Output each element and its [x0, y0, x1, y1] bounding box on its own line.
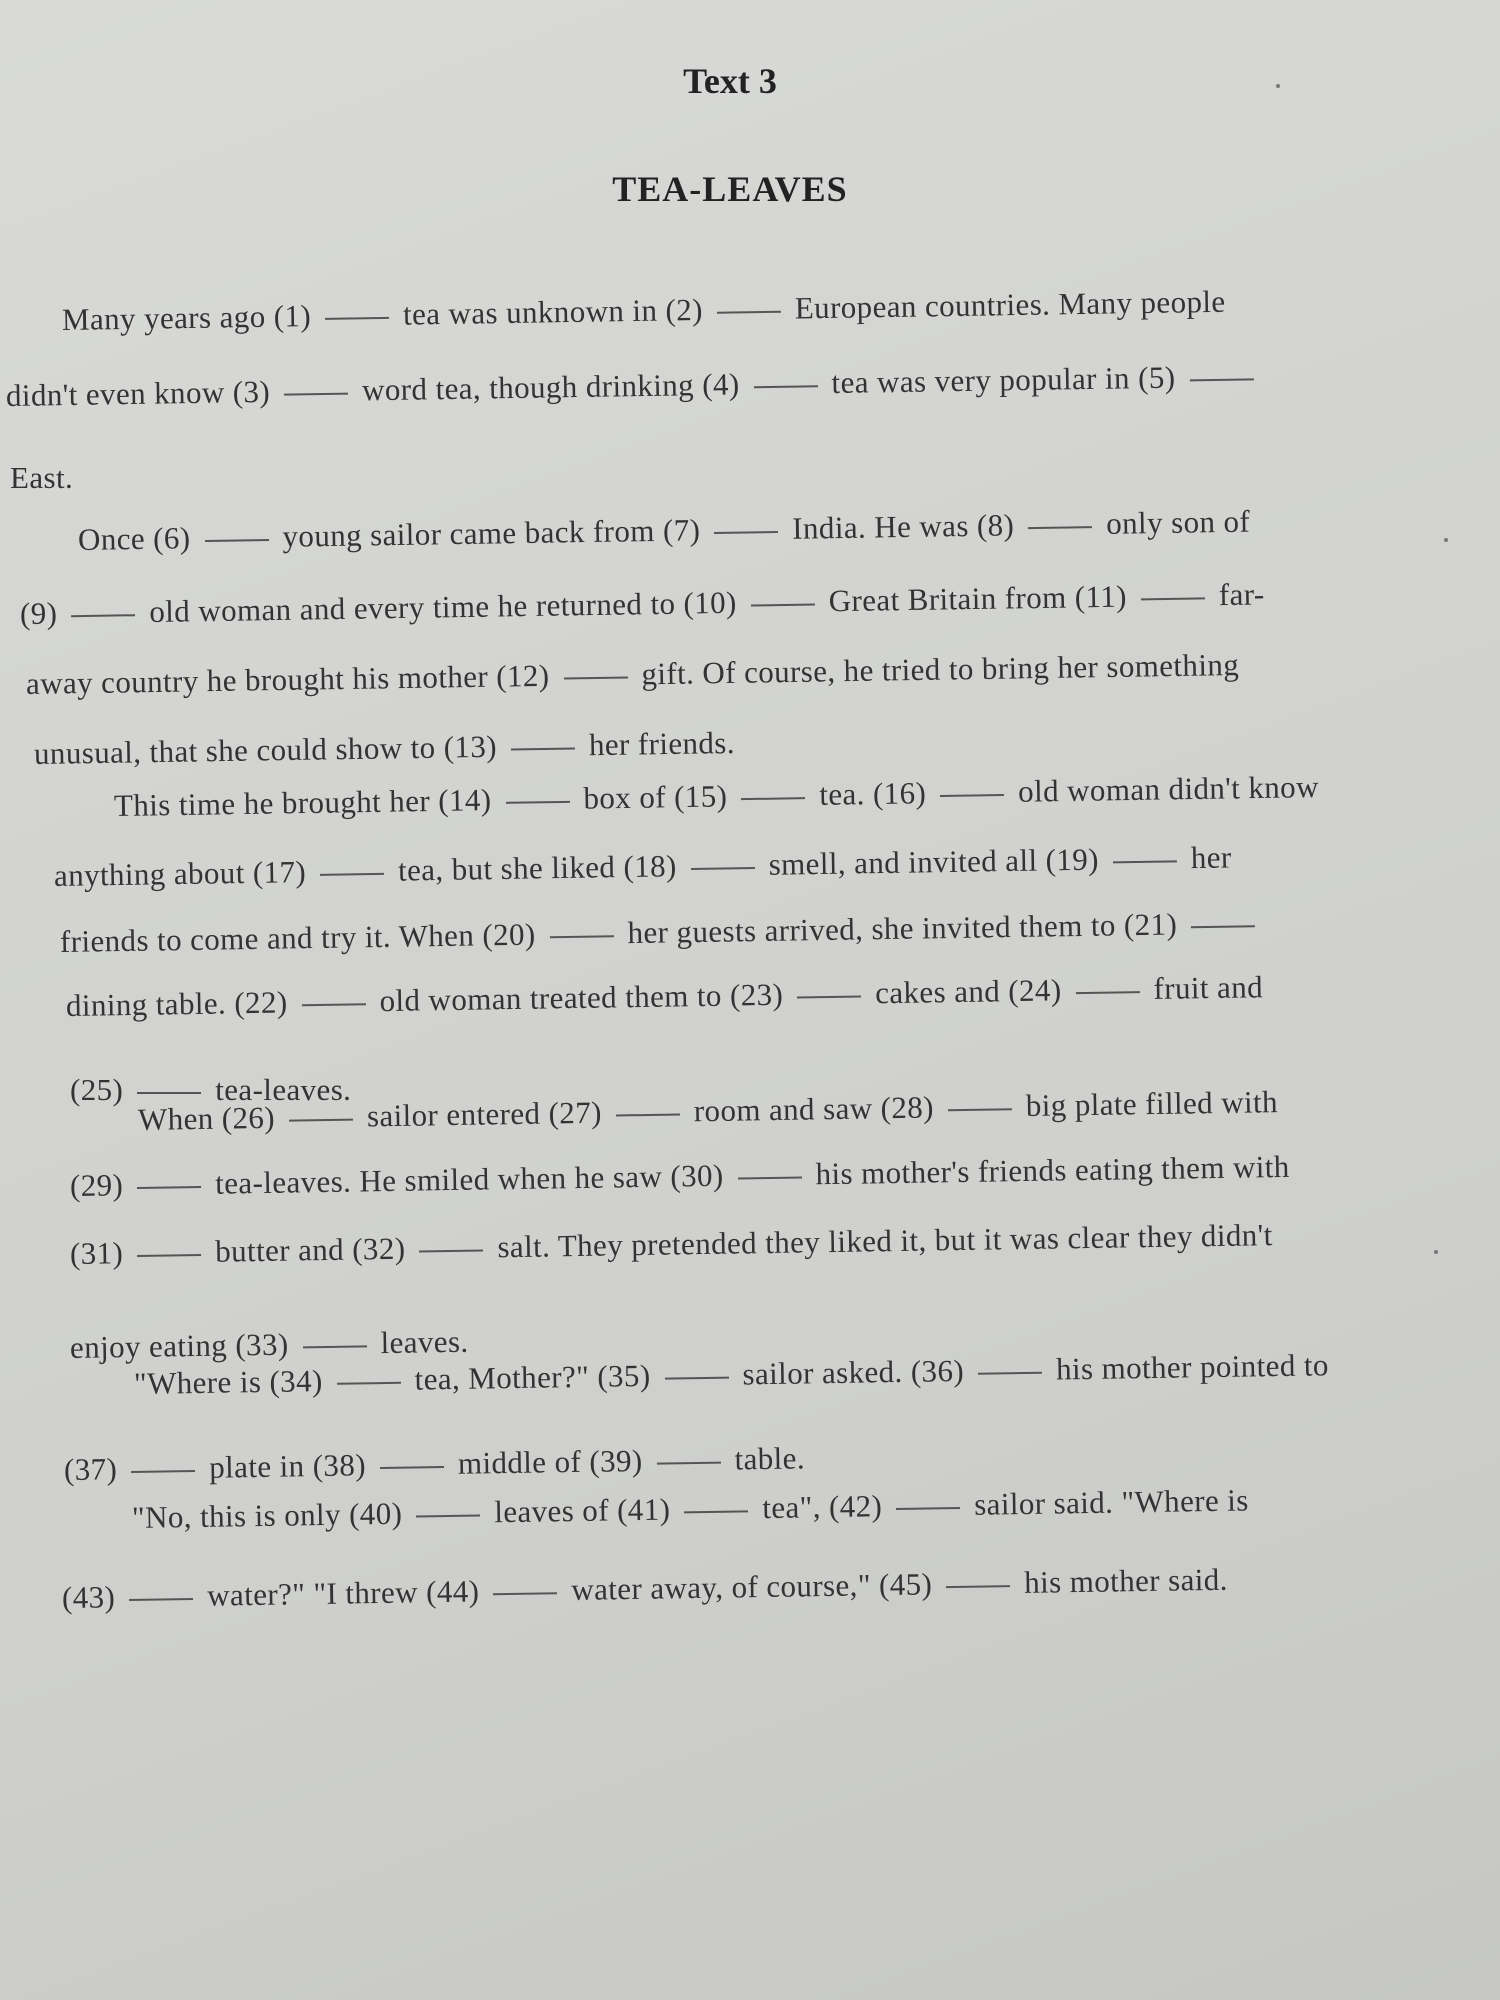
answer-blank[interactable] [1028, 526, 1092, 529]
text-segment: didn't even know (3) [5, 373, 271, 413]
text-segment: leaves. [380, 1323, 469, 1361]
text-line [78, 504, 1251, 558]
answer-blank[interactable] [714, 531, 778, 534]
text-line [26, 647, 1240, 702]
text-segment: anything about (17) [53, 854, 307, 893]
text-segment: unusual, that she could show to (13) [33, 728, 498, 771]
text-segment: tea-leaves. He smiled when he saw (30) [214, 1157, 724, 1201]
answer-blank[interactable] [303, 1345, 367, 1348]
answer-blank[interactable] [1191, 925, 1255, 928]
answer-blank[interactable] [137, 1186, 201, 1189]
text-segment: Once (6) [77, 520, 191, 557]
answer-blank[interactable] [302, 1003, 366, 1006]
text-line [20, 576, 1265, 632]
answer-blank[interactable] [205, 539, 269, 542]
story-title: TEA-LEAVES [612, 169, 848, 209]
text-segment: leaves of (41) [494, 1491, 671, 1530]
text-segment: plate in (38) [208, 1447, 367, 1485]
text-number-heading: Text 3 [683, 61, 777, 101]
answer-blank[interactable] [657, 1462, 721, 1465]
text-line [62, 1562, 1228, 1616]
text-segment: "No, this is only (40) [131, 1495, 403, 1535]
answer-blank[interactable] [337, 1382, 401, 1385]
text-segment: far- [1218, 576, 1265, 613]
text-segment: European countries. Many people [794, 283, 1226, 326]
text-line [62, 284, 1226, 338]
text-segment: tea, but she liked (18) [397, 848, 677, 888]
answer-blank[interactable] [948, 1108, 1012, 1111]
text-segment: middle of (39) [457, 1442, 643, 1481]
answer-blank[interactable] [1076, 991, 1140, 994]
answer-blank[interactable] [137, 1092, 201, 1094]
answer-blank[interactable] [691, 867, 755, 870]
text-segment: (29) [69, 1167, 124, 1203]
text-segment: away country he brought his mother (12) [25, 657, 550, 701]
text-segment: (9) [19, 595, 58, 631]
answer-blank[interactable] [665, 1377, 729, 1380]
text-segment: (31) [69, 1235, 124, 1271]
text-segment: (25) [70, 1072, 124, 1107]
answer-blank[interactable] [505, 801, 569, 804]
answer-blank[interactable] [563, 677, 627, 680]
text-segment: his mother pointed to [1055, 1347, 1330, 1387]
answer-blank[interactable] [380, 1466, 444, 1469]
text-segment: sailor said. "Where is [973, 1482, 1249, 1522]
text-segment: old woman treated them to (23) [379, 976, 784, 1019]
answer-blank[interactable] [751, 604, 815, 607]
text-segment: his mother said. [1023, 1561, 1229, 1600]
answer-blank[interactable] [493, 1592, 557, 1595]
paper-speck [1276, 84, 1280, 88]
answer-blank[interactable] [416, 1515, 480, 1518]
text-segment: her friends. [588, 724, 736, 763]
text-segment: young sailor came back from (7) [282, 512, 701, 554]
text-segment: fruit and [1153, 969, 1264, 1006]
answer-blank[interactable] [1113, 860, 1177, 863]
text-segment: cakes and (24) [874, 972, 1062, 1011]
text-segment: smell, and invited all (19) [768, 841, 1100, 882]
text-segment: salt. They pretended they liked it, but it was clear they didn't [497, 1217, 1273, 1265]
text-segment: big plate filled with [1025, 1084, 1279, 1124]
text-segment: "Where is (34) [133, 1363, 323, 1401]
answer-blank[interactable] [1141, 597, 1205, 600]
text-segment: only son of [1105, 503, 1251, 541]
text-segment: (37) [63, 1451, 118, 1487]
text-segment: tea. (16) [819, 775, 927, 812]
answer-blank[interactable] [738, 1177, 802, 1180]
text-line [132, 1482, 1249, 1536]
text-line [6, 358, 1268, 414]
text-line [34, 725, 735, 772]
text-segment: tea was unknown in (2) [402, 291, 704, 332]
answer-blank[interactable] [511, 748, 575, 751]
text-segment: tea was very popular in (5) [831, 359, 1176, 401]
text-segment: butter and (32) [214, 1230, 406, 1269]
text-segment: friends to come and try it. When (20) [59, 916, 536, 959]
text-line [114, 769, 1319, 824]
text-segment: (43) [61, 1579, 116, 1615]
answer-blank[interactable] [284, 393, 348, 396]
text-line [70, 1149, 1290, 1204]
text-segment: India. He was (8) [791, 507, 1015, 546]
answer-blank[interactable] [550, 935, 614, 938]
answer-blank[interactable] [289, 1119, 353, 1122]
text-line [10, 460, 73, 496]
text-segment: room and saw (28) [693, 1089, 935, 1129]
text-segment: East. [10, 460, 74, 495]
text-segment: table. [734, 1440, 806, 1477]
answer-blank[interactable] [1189, 378, 1253, 381]
answer-blank[interactable] [419, 1250, 483, 1253]
text-segment: gift. Of course, he tried to bring her something [641, 646, 1240, 692]
answer-blank[interactable] [71, 614, 135, 617]
answer-blank[interactable] [741, 797, 805, 800]
text-segment: tea", (42) [761, 1488, 883, 1526]
paper-speck [1434, 1250, 1438, 1254]
text-segment: Great Britain from (11) [828, 578, 1128, 619]
answer-blank[interactable] [616, 1113, 680, 1116]
text-line [70, 1324, 469, 1366]
text-segment: tea-leaves. [215, 1072, 352, 1107]
answer-blank[interactable] [684, 1510, 748, 1513]
text-line [60, 905, 1270, 960]
answer-blank[interactable] [717, 311, 781, 314]
answer-blank[interactable] [896, 1507, 960, 1510]
text-segment: sailor entered (27) [366, 1094, 603, 1134]
answer-blank[interactable] [797, 996, 861, 999]
answer-blank[interactable] [320, 873, 384, 876]
answer-blank[interactable] [137, 1254, 201, 1257]
paper-speck [1444, 538, 1448, 542]
answer-blank[interactable] [325, 317, 389, 320]
text-segment: her [1190, 839, 1232, 876]
text-segment: dining table. (22) [65, 984, 288, 1023]
answer-blank[interactable] [131, 1470, 195, 1473]
text-segment: old woman didn't know [1017, 769, 1320, 809]
text-line [54, 840, 1232, 894]
text-segment: water away, of course," (45) [571, 1566, 933, 1607]
text-segment: Many years ago (1) [61, 298, 312, 337]
text-segment: word tea, though drinking (4) [361, 366, 740, 408]
answer-blank[interactable] [940, 794, 1004, 797]
text-segment: old woman and every time he returned to (10) [149, 584, 738, 629]
text-segment: sailor asked. (36) [742, 1352, 965, 1392]
answer-blank[interactable] [129, 1598, 193, 1601]
text-line [66, 969, 1264, 1024]
text-segment: This time he brought her (14) [113, 782, 492, 823]
text-segment: When (26) [137, 1099, 276, 1137]
answer-blank[interactable] [978, 1372, 1042, 1375]
text-segment: box of (15) [583, 778, 728, 816]
text-segment: water?" "I threw (44) [206, 1573, 480, 1613]
text-segment: enjoy eating (33) [69, 1326, 289, 1365]
text-line [70, 1217, 1273, 1272]
text-segment: her guests arrived, she invited them to (21) [627, 906, 1178, 951]
answer-blank[interactable] [754, 385, 818, 388]
text-line [64, 1440, 806, 1488]
text-segment: tea, Mother?" (35) [414, 1357, 651, 1397]
text-segment: his mother's friends eating them with [815, 1148, 1290, 1192]
answer-blank[interactable] [946, 1585, 1010, 1588]
